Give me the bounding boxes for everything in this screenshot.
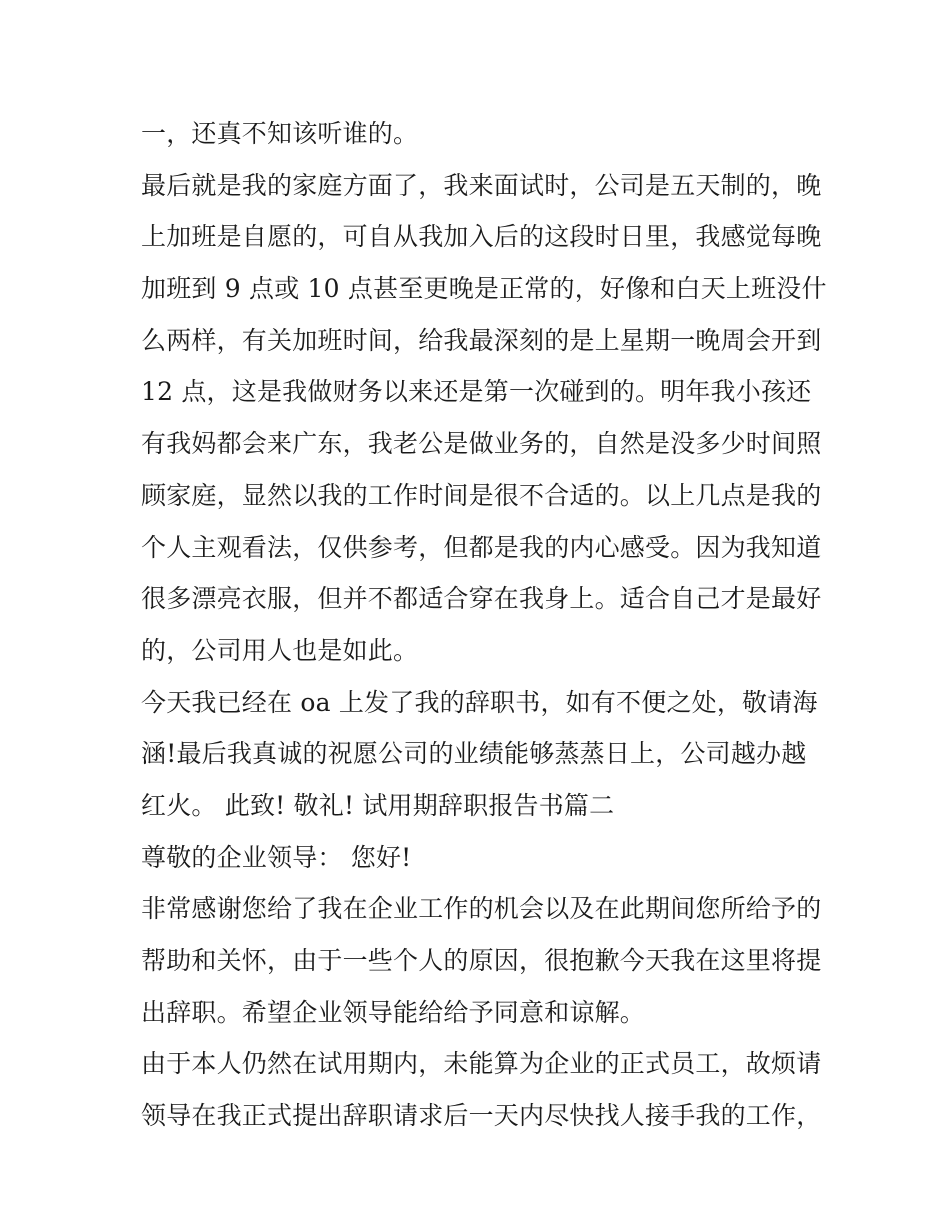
document-body	[141, 108, 831, 1142]
text-line: 的，公司用人也是如此。	[141, 635, 419, 665]
text-line: 有我妈都会来广东，我老公是做业务的，自然是没多少时间照	[141, 429, 822, 459]
text-line: 加班到 9 点或 10 点甚至更晚是正常的，好像和白天上班没什	[141, 274, 827, 304]
text-line: 出辞职。希望企业领导能给给予同意和谅解。	[141, 997, 646, 1027]
text-line: 么两样，有关加班时间，给我最深刻的是上星期一晚周会开到	[141, 325, 822, 355]
text-line: 个人主观看法，仅供参考，但都是我的内心感受。因为我知道	[141, 532, 822, 562]
text-line: 非常感谢您给了我在企业工作的机会以及在此期间您所给予的	[141, 894, 822, 924]
text-line: 涵!最后我真诚的祝愿公司的业绩能够蒸蒸日上，公司越办越	[141, 739, 807, 769]
text-line: 顾家庭，显然以我的工作时间是很不合适的。以上几点是我的	[141, 480, 822, 510]
text-line: 尊敬的企业领导： 您好!	[141, 842, 412, 872]
text-line: 帮助和关怀，由于一些个人的原因，很抱歉今天我在这里将提	[141, 946, 822, 975]
text-line: 今天我已经在 oa 上发了我的辞职书，如有不便之处，敬请海	[141, 687, 818, 717]
text-line: 最后就是我的家庭方面了，我来面试时，公司是五天制的，晚	[141, 170, 822, 200]
text-line: 很多漂亮衣服，但并不都适合穿在我身上。适合自己才是最好	[141, 584, 822, 614]
text-line: 上加班是自愿的，可自从我加入后的这段时日里，我感觉每晚	[141, 222, 822, 252]
text-line: 12 点，这是我做财务以来还是第一次碰到的。明年我小孩还	[141, 377, 812, 407]
text-line: 由于本人仍然在试用期内，未能算为企业的正式员工，故烦请	[141, 1049, 822, 1079]
text-line: 红火。 此致! 敬礼! 试用期辞职报告书篇二	[141, 790, 615, 820]
text-line: 领导在我正式提出辞职请求后一天内尽快找人接手我的工作，	[141, 1101, 822, 1131]
text-line: 一，还真不知该听谁的。	[141, 119, 419, 148]
